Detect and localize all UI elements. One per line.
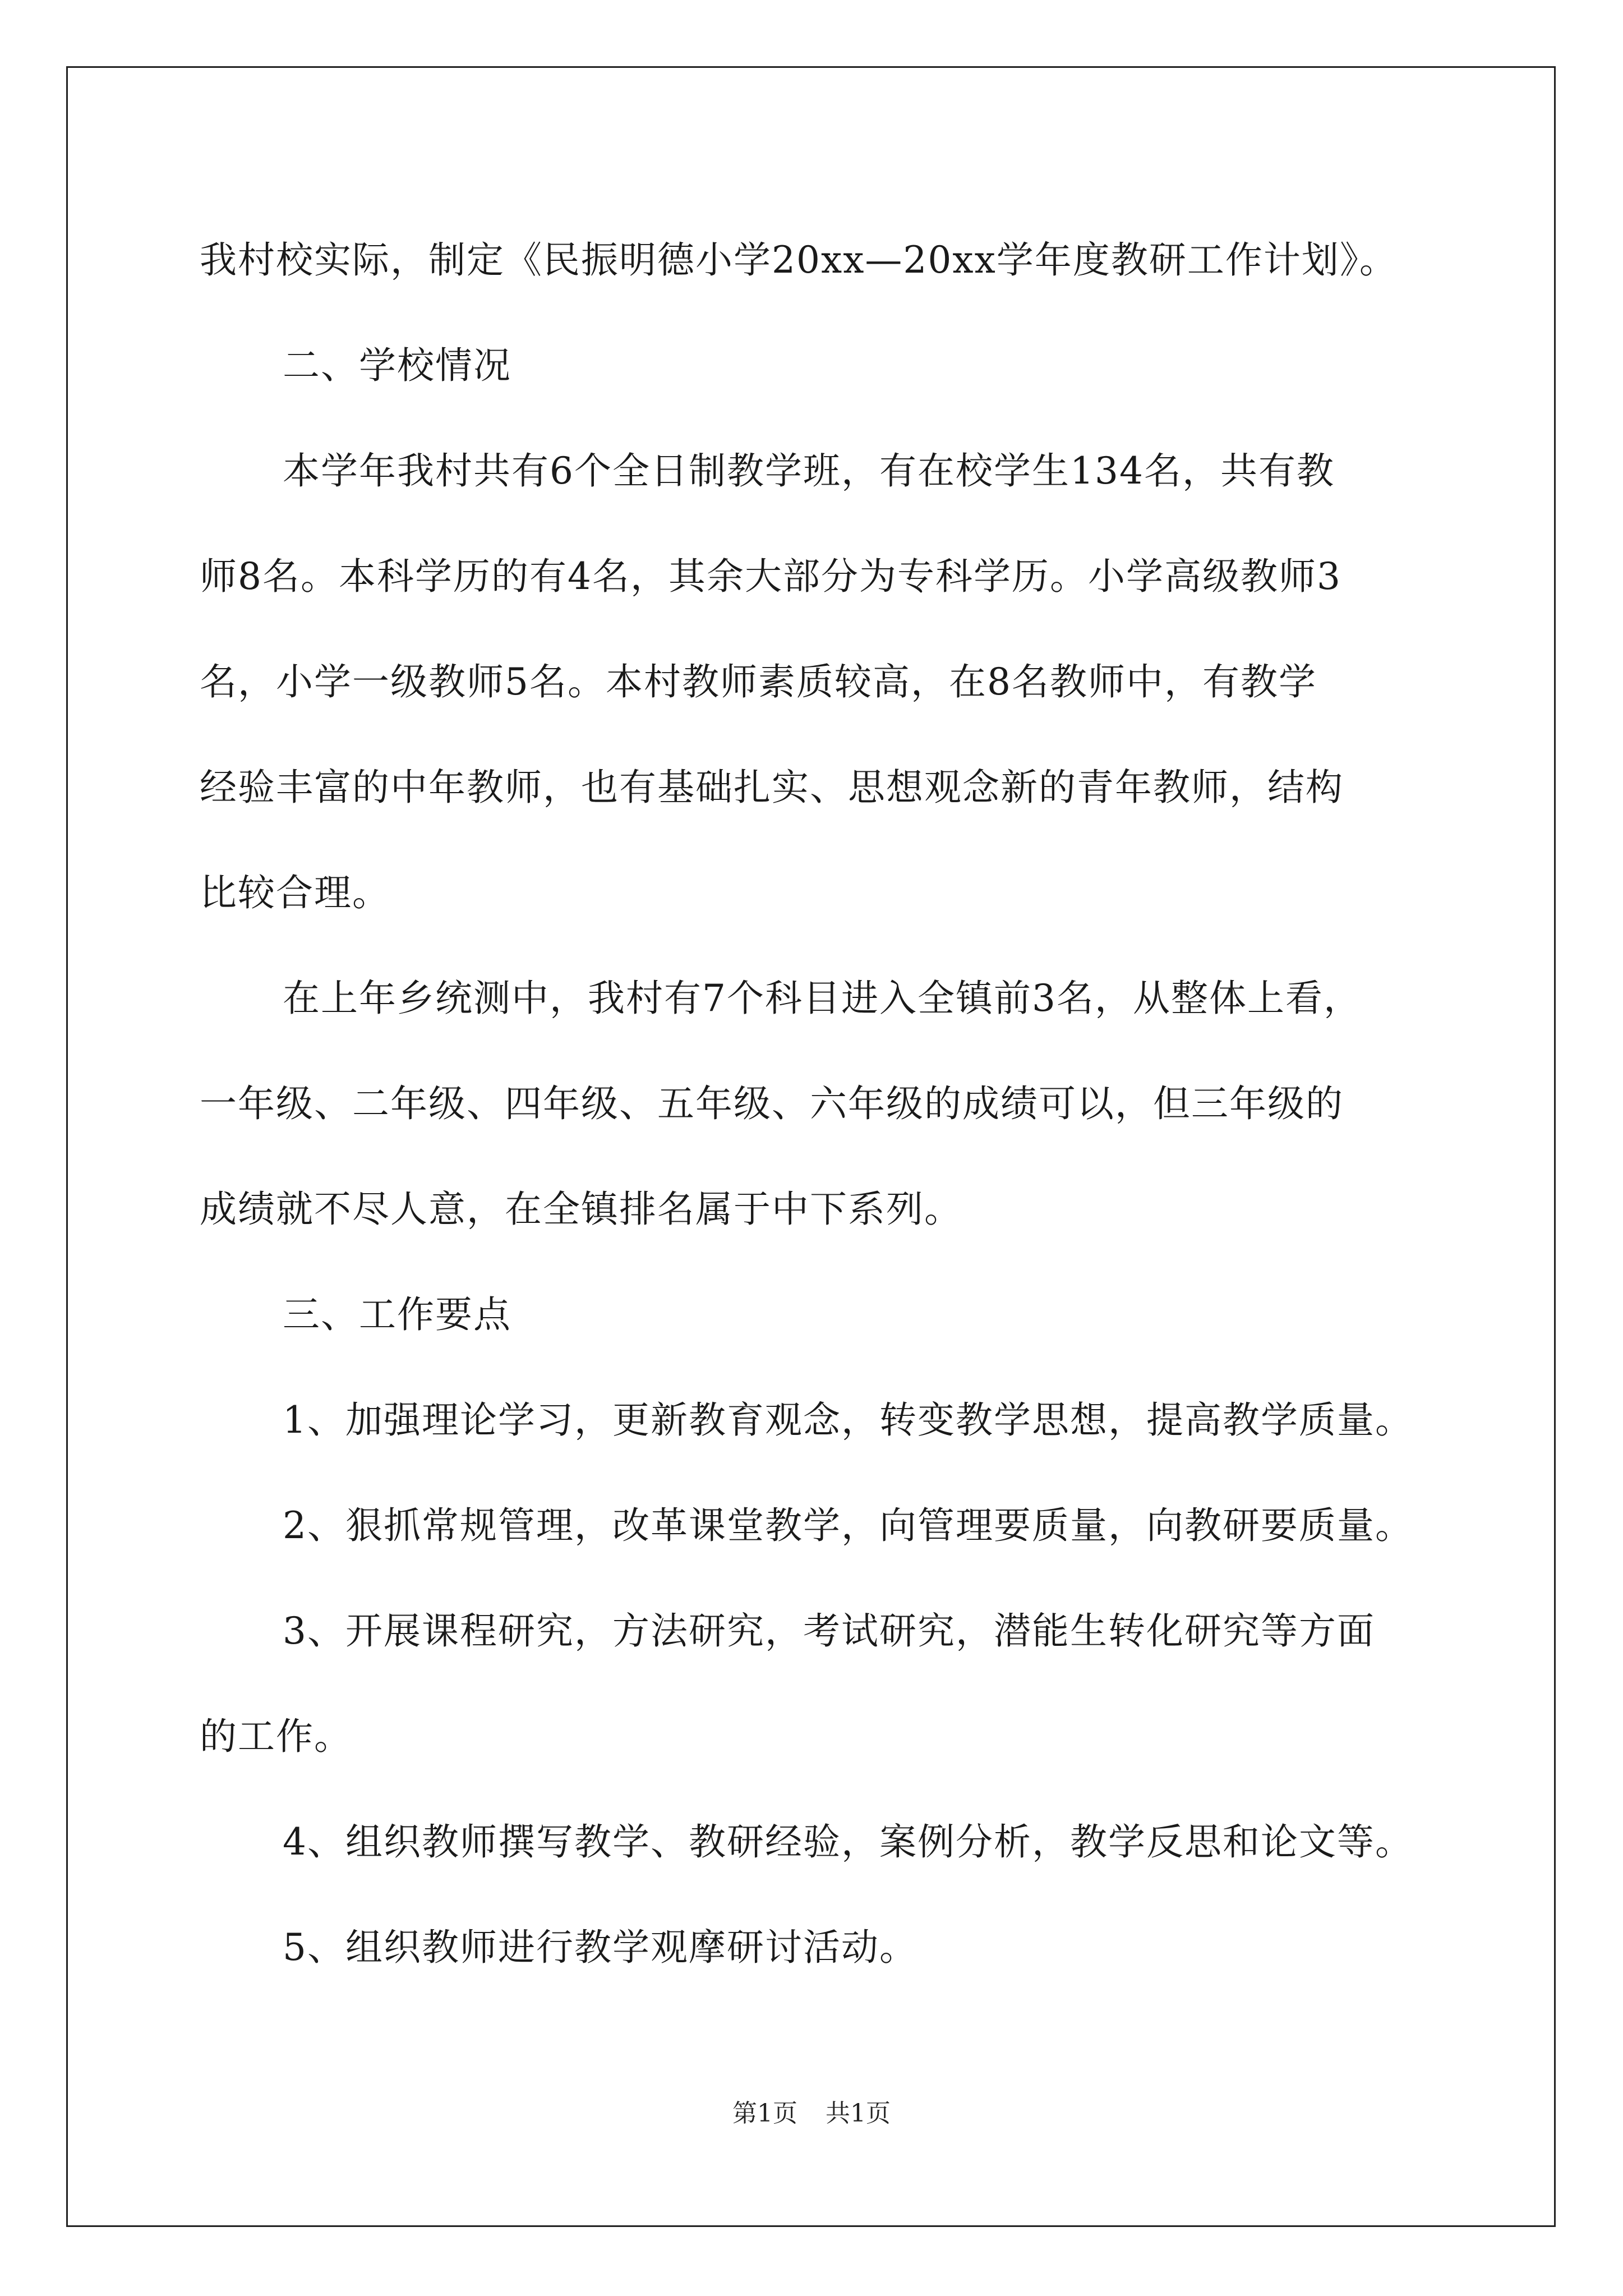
list-item: 2、狠抓常规管理，改革课堂教学，向管理要质量，向教研要质量。 <box>283 1504 1413 1547</box>
list-item: 4、组织教师撰写教学、教研经验，案例分析，教学反思和论文等。 <box>283 1820 1413 1864</box>
body-line: 在上年乡统测中，我村有7个科目进入全镇前3名，从整体上看， <box>283 977 1362 1020</box>
body-line: 本学年我村共有6个全日制教学班，有在校学生134名，共有教 <box>283 449 1335 493</box>
document-body <box>200 208 1417 2000</box>
page-footer <box>0 2097 1623 2131</box>
body-line: 比较合理。 <box>200 871 390 914</box>
body-line: 我村校实际，制定《民振明德小学20xx—20xx学年度教研工作计划》。 <box>200 238 1398 282</box>
page-total: 共1页 <box>826 2099 891 2128</box>
body-line: 经验丰富的中年教师，也有基础扎实、思想观念新的青年教师，结构 <box>200 766 1344 809</box>
section-heading: 二、学校情况 <box>283 344 511 387</box>
body-line: 成绩就不尽人意，在全镇排名属于中下系列。 <box>200 1188 962 1231</box>
section-heading: 三、工作要点 <box>283 1293 511 1336</box>
list-item: 3、开展课程研究，方法研究，考试研究，潜能生转化研究等方面 <box>283 1609 1375 1653</box>
body-line: 一年级、二年级、四年级、五年级、六年级的成绩可以，但三年级的 <box>200 1082 1344 1125</box>
list-item: 5、组织教师进行教学观摩研讨活动。 <box>283 1926 917 1969</box>
body-line: 师8名。本科学历的有4名，其余大部分为专科学历。小学高级教师3 <box>200 555 1341 598</box>
list-item: 1、加强理论学习，更新教育观念，转变教学思想，提高教学质量。 <box>283 1398 1413 1442</box>
list-item-continuation: 的工作。 <box>200 1715 352 1758</box>
body-line: 名，小学一级教师5名。本村教师素质较高，在8名教师中，有教学 <box>200 660 1317 703</box>
page-number: 第1页 <box>732 2099 797 2128</box>
